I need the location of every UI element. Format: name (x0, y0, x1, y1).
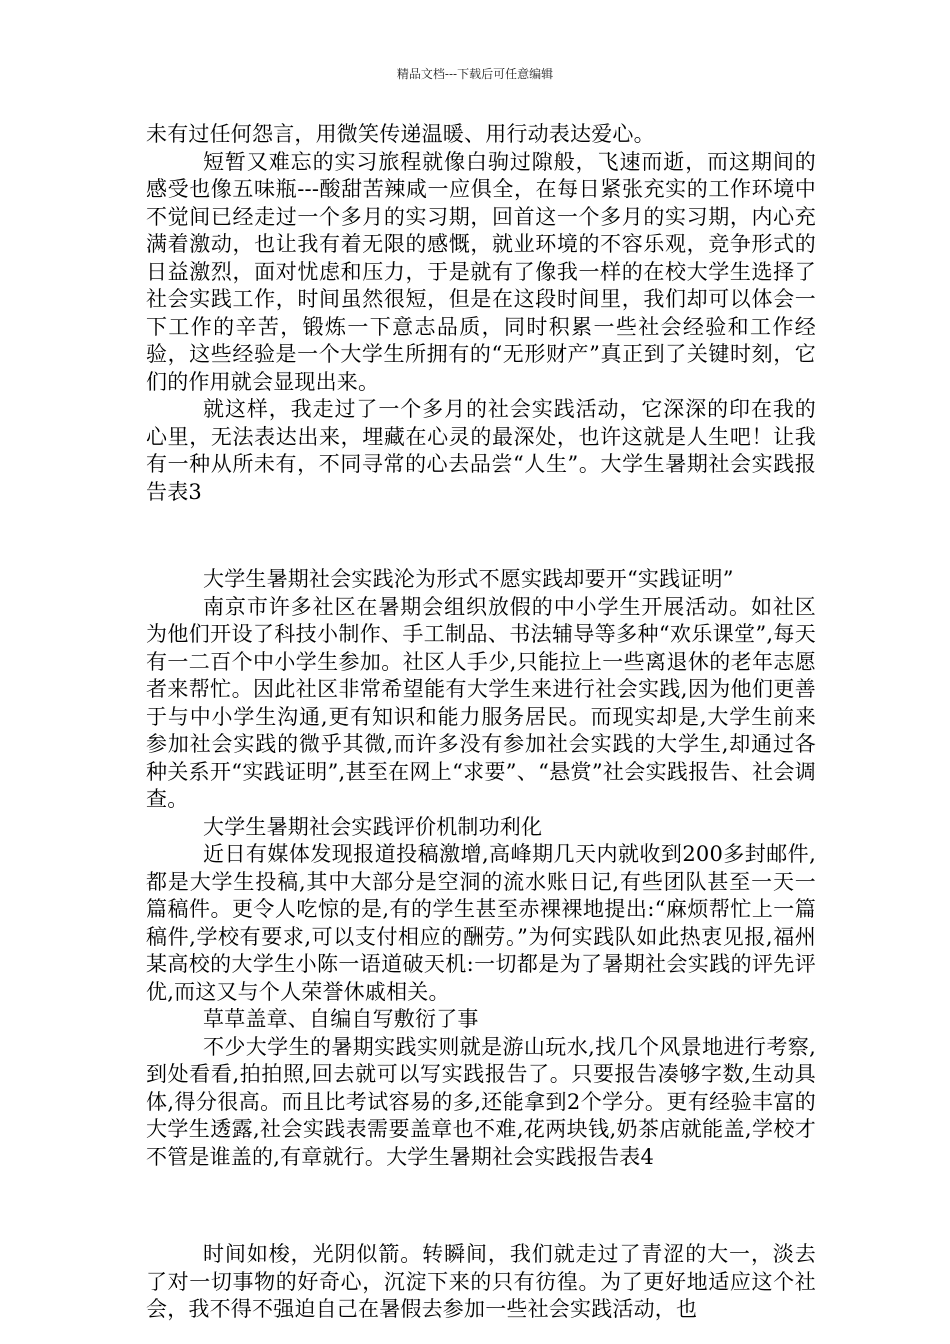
section-gap (146, 1171, 816, 1241)
paragraph-6: 不少大学生的暑期实践实则就是游山玩水,找几个风景地进行考察,到处看看,拍拍照,回去就可以写实践报告了。只要报告凑够字数,生动具体,得分很高。而且比考试容易的多,还能拿到2个学分。更有经验丰富的大学生透露,社会实践表需要盖章也不难,花两块钱,奶茶店就能盖,学校才不管是谁盖的,有章就行。大学生暑期社会实践报告表4 (146, 1034, 816, 1169)
paragraph-3: 就这样，我走过了一个多月的社会实践活动，它深深的印在我的心里，无法表达出来，埋藏在心灵的最深处，也许这就是人生吧！让我有一种从所未有，不同寻常的心去品尝“人生”。大学生暑期社会实践报告表3 (146, 397, 816, 504)
section-title-1: 大学生暑期社会实践沦为形式不愿实践却要开“实践证明” (203, 567, 734, 591)
section-title-3: 草草盖章、自编自写敷衍了事 (203, 1007, 479, 1031)
paragraph-2: 短暂又难忘的实习旅程就像白驹过隙般，飞速而逝，而这期间的感受也像五味瓶---酸甜苦辣咸一应俱全，在每日紧张充实的工作环境中不觉间已经走过一个多月的实习期，回首这一个多月的实习期，内心充满着激动，也让我有着无限的感慨，就业环境的不容乐观，竞争形式的日益激烈，面对忧虑和压力，于是就有了像我一样的在校大学生选择了社会实践工作，时间虽然很短，但是在这段时间里，我们却可以体会一下工作的辛苦，锻炼一下意志品质，同时积累一些社会经验和工作经验，这些经验是一个大学生所拥有的“无形财产”真正到了关键时刻，它们的作用就会显现出来。 (146, 149, 816, 394)
paragraph-7: 时间如梭，光阴似箭。转瞬间，我们就走过了青涩的大一，淡去了对一切事物的好奇心，沉淀下来的只有彷徨。为了更好地适应这个社会，我不得不强迫自己在暑假去参加一些社会实践活动，也 (146, 1242, 816, 1321)
paragraph-4: 南京市许多社区在暑期会组织放假的中小学生开展活动。如社区为他们开设了科技小制作、手工制品、书法辅导等多种“欢乐课堂”,每天有一二百个中小学生参加。社区人手少,只能拉上一些离退休的老年志愿者来帮忙。因此社区非常希望能有大学生来进行社会实践,因为他们更善于与中小学生沟通,更有知识和能力服务居民。而现实却是,大学生前来参加社会实践的微乎其微,而许多没有参加社会实践的大学生,却通过各种关系开“实践证明”,甚至在网上“求要”、“悬赏”社会实践报告、社会调查。 (146, 594, 816, 811)
paragraph-1: 未有过任何怨言，用微笑传递温暖、用行动表达爱心。 (146, 122, 655, 146)
section-title-2: 大学生暑期社会实践评价机制功利化 (203, 814, 543, 839)
paragraph-5: 近日有媒体发现报道投稿激增,高峰期几天内就收到200多封邮件,都是大学生投稿,其中大部分是空洞的流水账日记,有些团队甚至一天一篇稿件。更令人吃惊的是,有的学生甚至赤裸裸地提出:“麻烦帮忙上一篇稿件,学校有要求,可以支付相应的酬劳。”为何实践队如此热衷见报,福州某高校的大学生小陈一语道破天机:一切都是为了暑期社会实践的评先评优,而这又与个人荣誉休戚相关。 (146, 842, 816, 1004)
section-gap (146, 506, 816, 566)
page-header: 精品文档---下载后可任意编辑 (396, 67, 554, 81)
document-body (146, 121, 816, 1324)
